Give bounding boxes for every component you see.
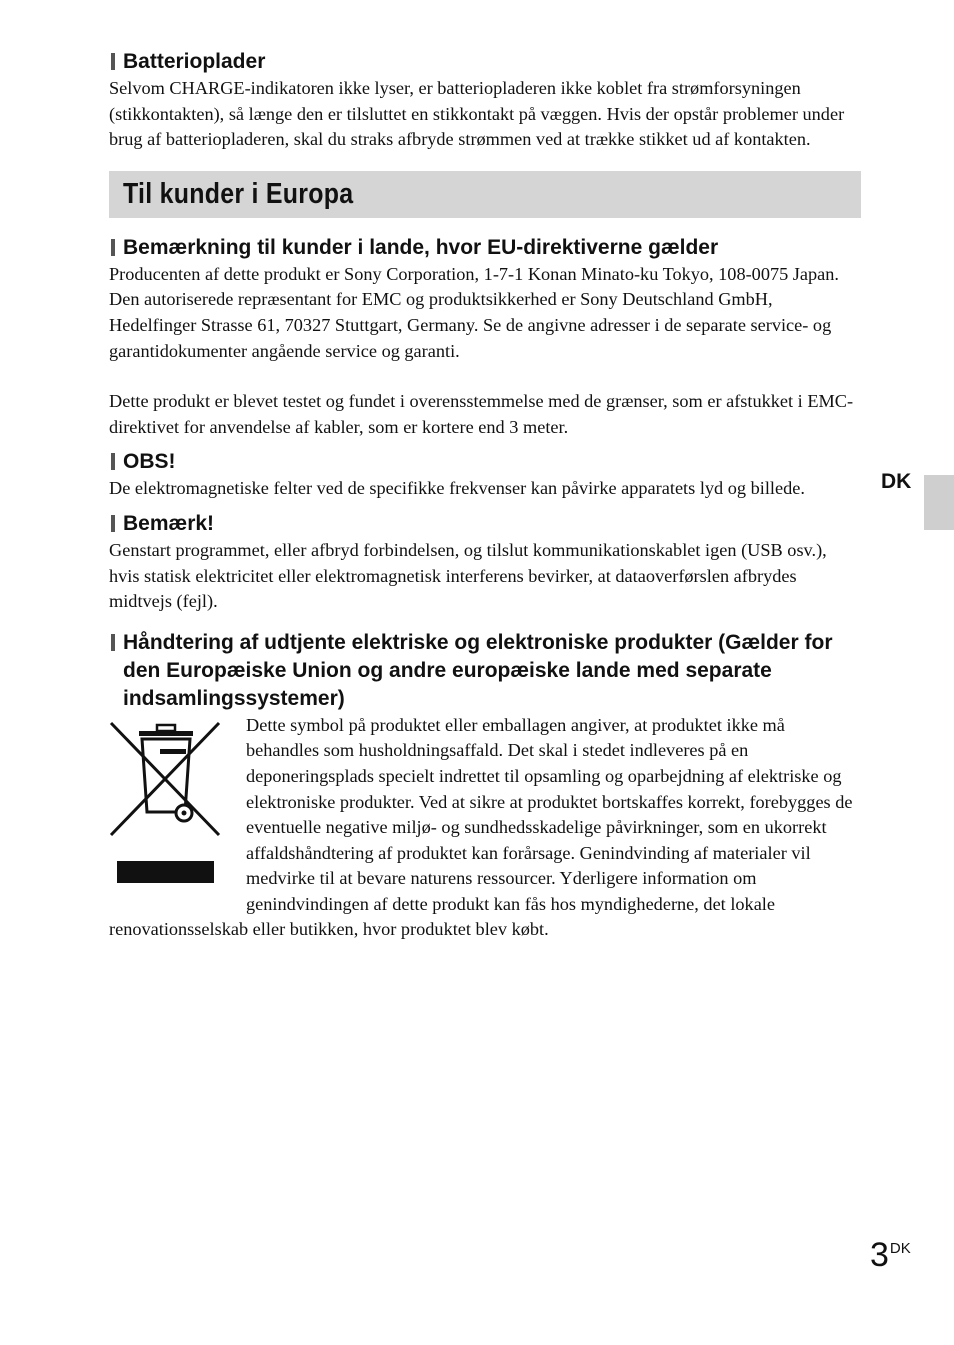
- page-content: [109, 48, 861, 943]
- weee-crossed-bin-icon: [109, 717, 229, 907]
- heading-obs: OBS!: [109, 448, 861, 476]
- heading-eu-notice: Bemærkning til kunder i lande, hvor EU-direktiverne gælder: [109, 234, 861, 262]
- heading-marker: [111, 515, 115, 532]
- paragraph-bemaerk: Genstart programmet, eller afbryd forbindelsen, og tilslut kommunikationskablet igen (USB osv.), hvis statisk elektricitet eller elektromagnetisk interferens bevirker, at dataoverførslen afbrydes midtvejs (fejl).: [109, 539, 827, 612]
- heading-batterioplader: Batterioplader: [109, 48, 861, 76]
- disposal-block: [109, 713, 861, 943]
- paragraph-eu-notice-2: Dette produkt er blevet testet og fundet i overensstemmelse med de grænser, som er afstukket i EMC-direktivet for anvendelse af kabler, som er kortere end 3 meter.: [109, 391, 854, 437]
- paragraph-obs: De elektromagnetiske felter ved de specifikke frekvenser kan påvirke apparatets lyd og billede.: [109, 478, 805, 499]
- heading-bemaerk: Bemærk!: [109, 510, 861, 538]
- heading-marker: [111, 634, 115, 651]
- heading-marker: [111, 453, 115, 470]
- section-banner: Til kunder i Europa: [109, 171, 861, 218]
- side-tab: [924, 475, 954, 530]
- heading-marker: [111, 239, 115, 256]
- heading-disposal: Håndtering af udtjente elektriske og elektroniske produkter (Gælder for den Europæiske Union og andre europæiske lande med separate indsamlingssystemer): [109, 629, 861, 713]
- paragraph-batterioplader: Selvom CHARGE-indikatoren ikke lyser, er batteriopladeren ikke koblet fra strømforsyningen (stikkontakten), så længe den er tilsluttet en stikkontakt på væggen. Hvis der opstår problemer under brug af batteriopladeren, skal du straks afbryde strømmen ved at trække stikket ud af kontakten.: [109, 78, 845, 150]
- page-number: $3^{DK}$: [870, 1236, 911, 1274]
- heading-marker: [111, 53, 115, 70]
- paragraph-eu-notice-1: Producenten af dette produkt er Sony Corporation, 1-7-1 Konan Minato-ku Tokyo, 108-0075 Japan. Den autoriserede repræsentant for EMC og produktsikkerhed er Sony Deutschland GmbH, Hedelfinger Strasse 61, 70327 Stuttgart, Germany. Se de angivne adresser i de separate service- og garantidokumenter angående service og garanti.: [109, 263, 839, 361]
- paragraph-disposal: Dette symbol på produktet eller emballagen angiver, at produktet ikke må behandles som husholdningsaffald. Det skal i stedet indleveres på en deponeringsplads specielt indrettet til opsamling og oparbejdning af elektriske og elektroniske produkter. Ved at sikre at produktet bortskaffes korrekt, forebygges de eventuelle negative miljø- og sundhedsskadelige påvirkninger, som en ukorrekt affaldshåndtering af produktet kan forårsage. Genindvinding af materialer vil medvirke til at bevare naturens ressourcer. Yderligere information om genindvindingen af dette produkt kan fås hos myndighederne, det lokale renovationsselskab eller butikken, hvor produktet blev købt.: [109, 714, 853, 940]
- language-label: DK: [881, 470, 912, 493]
